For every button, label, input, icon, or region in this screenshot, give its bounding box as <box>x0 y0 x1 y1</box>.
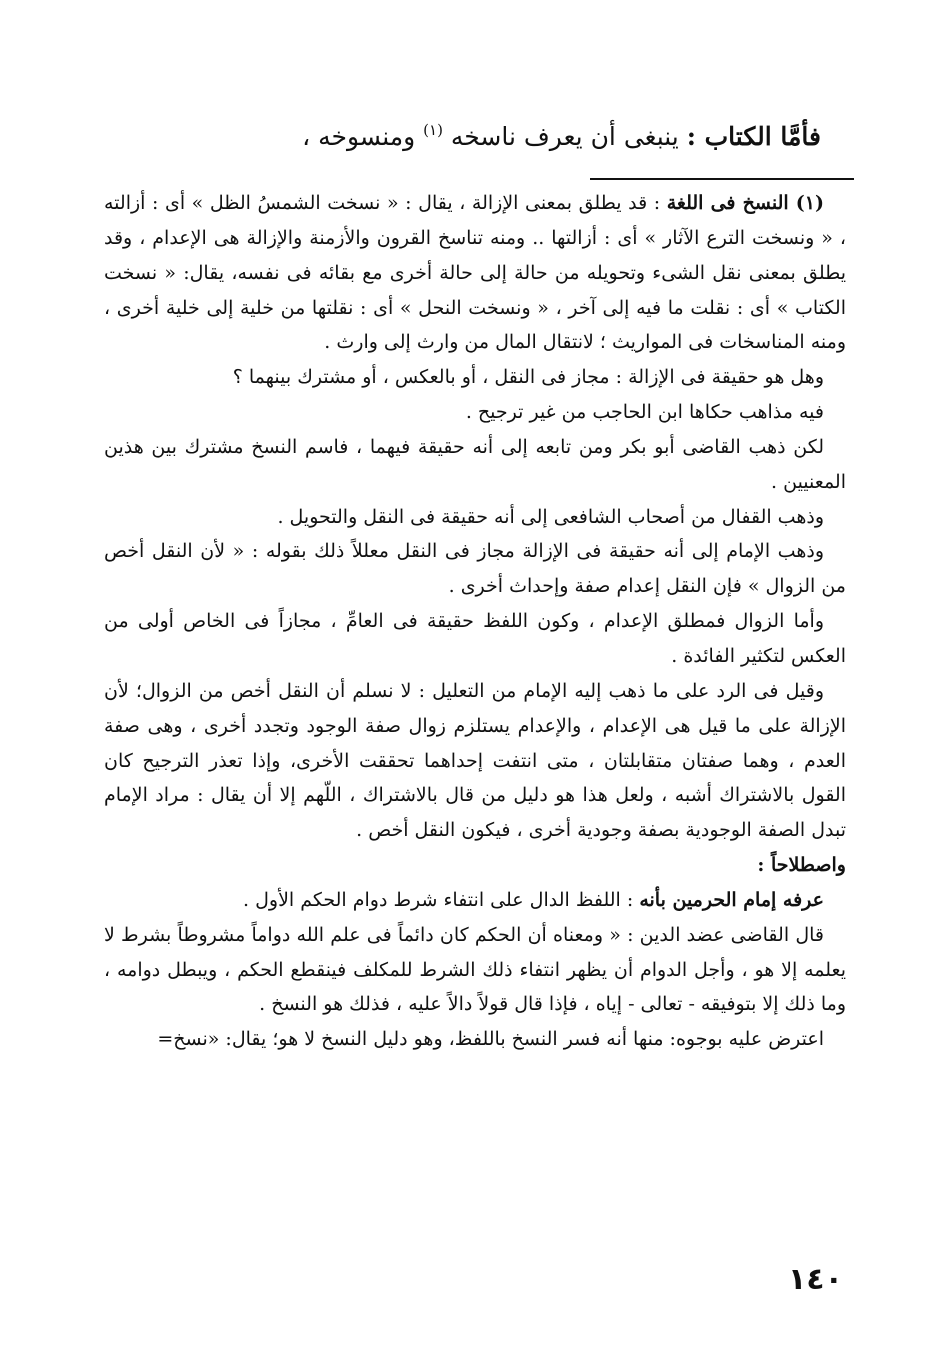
main-lead-tail: ومنسوخه ، <box>302 122 424 151</box>
footnote-paragraph <box>104 883 846 918</box>
footnote-heading <box>104 848 846 883</box>
page-number: ١٤٠ <box>788 1262 843 1297</box>
main-lead-bold: فأمَّا الكتاب : <box>686 122 821 151</box>
footnote-paragraph: اعترض عليه بوجوه: منها أنه فسر النسخ باللفظ، وهو دليل النسخ لا هو؛ يقال: «نسخ= <box>157 1028 824 1051</box>
footnotes-block <box>104 186 846 1057</box>
footnote-reference: (١) <box>423 121 443 139</box>
footnote-paragraph: وقيل فى الرد على ما ذهب إليه الإمام من التعليل : لا نسلم أن النقل أخص من الزوال؛ لأن الإزالة على ما قيل هى الإعدام ، والإعدام يستلزم زوال صفة الوجود وتجدد أخرى ، وهى صفة العدم ، وهما صفتان متقابلتان ، متى انتفت إحداهما تحققت الأخرى، وإذا تعذر الترجيح كان القول بالاشتراك أشبه ، ولعل هذا هو دليل من قال بالاشتراك ، اللّهم إلا أن يقال : مراد الإمام تبدل الصفة الوجودية بصفة وجودية أخرى ، فيكون النقل أخص . <box>104 679 846 842</box>
footnote-paragraph: وذهب القفال من أصحاب الشافعى إلى أنه حقيقة فى النقل والتحويل . <box>277 505 824 528</box>
footnote-paragraph: وأما الزوال فمطلق الإعدام ، وكون اللفظ حقيقة فى العامِّ ، مجازاً فى الخاص أولى من العكس لتكثير الفائدة . <box>104 610 846 667</box>
footnote-text: : اللفظ الدال على انتفاء شرط دوام الحكم الأول . <box>243 888 640 911</box>
footnote-number: (١) <box>788 192 824 214</box>
footnote-paragraph: لكن ذهب القاضى أبو بكر ومن تابعه إلى أنه حقيقة فيهما ، فاسم النسخ مشترك بين هذين المعنيين . <box>104 435 846 493</box>
main-text-line <box>101 108 821 159</box>
footnote-term: النسخ فى اللغة <box>666 192 789 214</box>
footnote-paragraph: وذهب الإمام إلى أنه حقيقة فى الإزالة مجاز فى النقل معللاً ذلك بقوله : « لأن النقل أخص من الزوال » فإن النقل إعدام صفة وإحداث أخرى . <box>104 540 846 598</box>
footnote-paragraph: فيه مذاهب حكاها ابن الحاجب من غير ترجيح . <box>465 401 824 424</box>
footnote-separator-rule <box>590 178 854 180</box>
main-lead-text: ينبغى أن يعرف ناسخه <box>442 122 687 151</box>
footnote-text: : قد يطلق بمعنى الإزالة ، يقال : « نسخت الشمسُ الظل » أى : أزالته ، « ونسخت الترع الآثار » أى : أزالتها .. ومنه تناسخ القرون والأزمنة والإزالة هى الإعدام ، وقد يطلق بمعنى نقل الشىء وتحويله من حالة إلى حالة أخرى مع بقائه فى نفسه، يقال: « نسخت الكتاب » أى : نقلت ما فيه إلى آخر ، « ونسخت النحل » أى : نقلتها من خلية إلى خلية أخرى ، ومنه المناسخات فى المواريث ؛ لانتقال المال من وارث إلى وارث . <box>104 192 846 354</box>
footnote-term: عرفه إمام الحرمين بأنه <box>639 888 824 911</box>
footnote-paragraph: وهل هو حقيقة فى الإزالة : مجاز فى النقل ، أو بالعكس ، أو مشترك بينهما ؟ <box>232 366 824 389</box>
footnote-paragraph <box>104 186 846 360</box>
footnote-heading-text: واصطلاحاً : <box>757 854 846 877</box>
footnote-paragraph: قال القاضى عضد الدين : « ومعناه أن الحكم كان دائماً فى علم الله دواماً مشروطاً بشرط لا يعلمه إلا هو ، وأجل الدوام أن يظهر انتفاء ذلك الشرط للمكلف فينقطع الحكم ، ويبطل دوامه ، وما ذلك إلا بتوفيقه - تعالى - إياه ، فإذا قال قولاً دالاً عليه ، فذلك هو النسخ . <box>104 923 846 1016</box>
